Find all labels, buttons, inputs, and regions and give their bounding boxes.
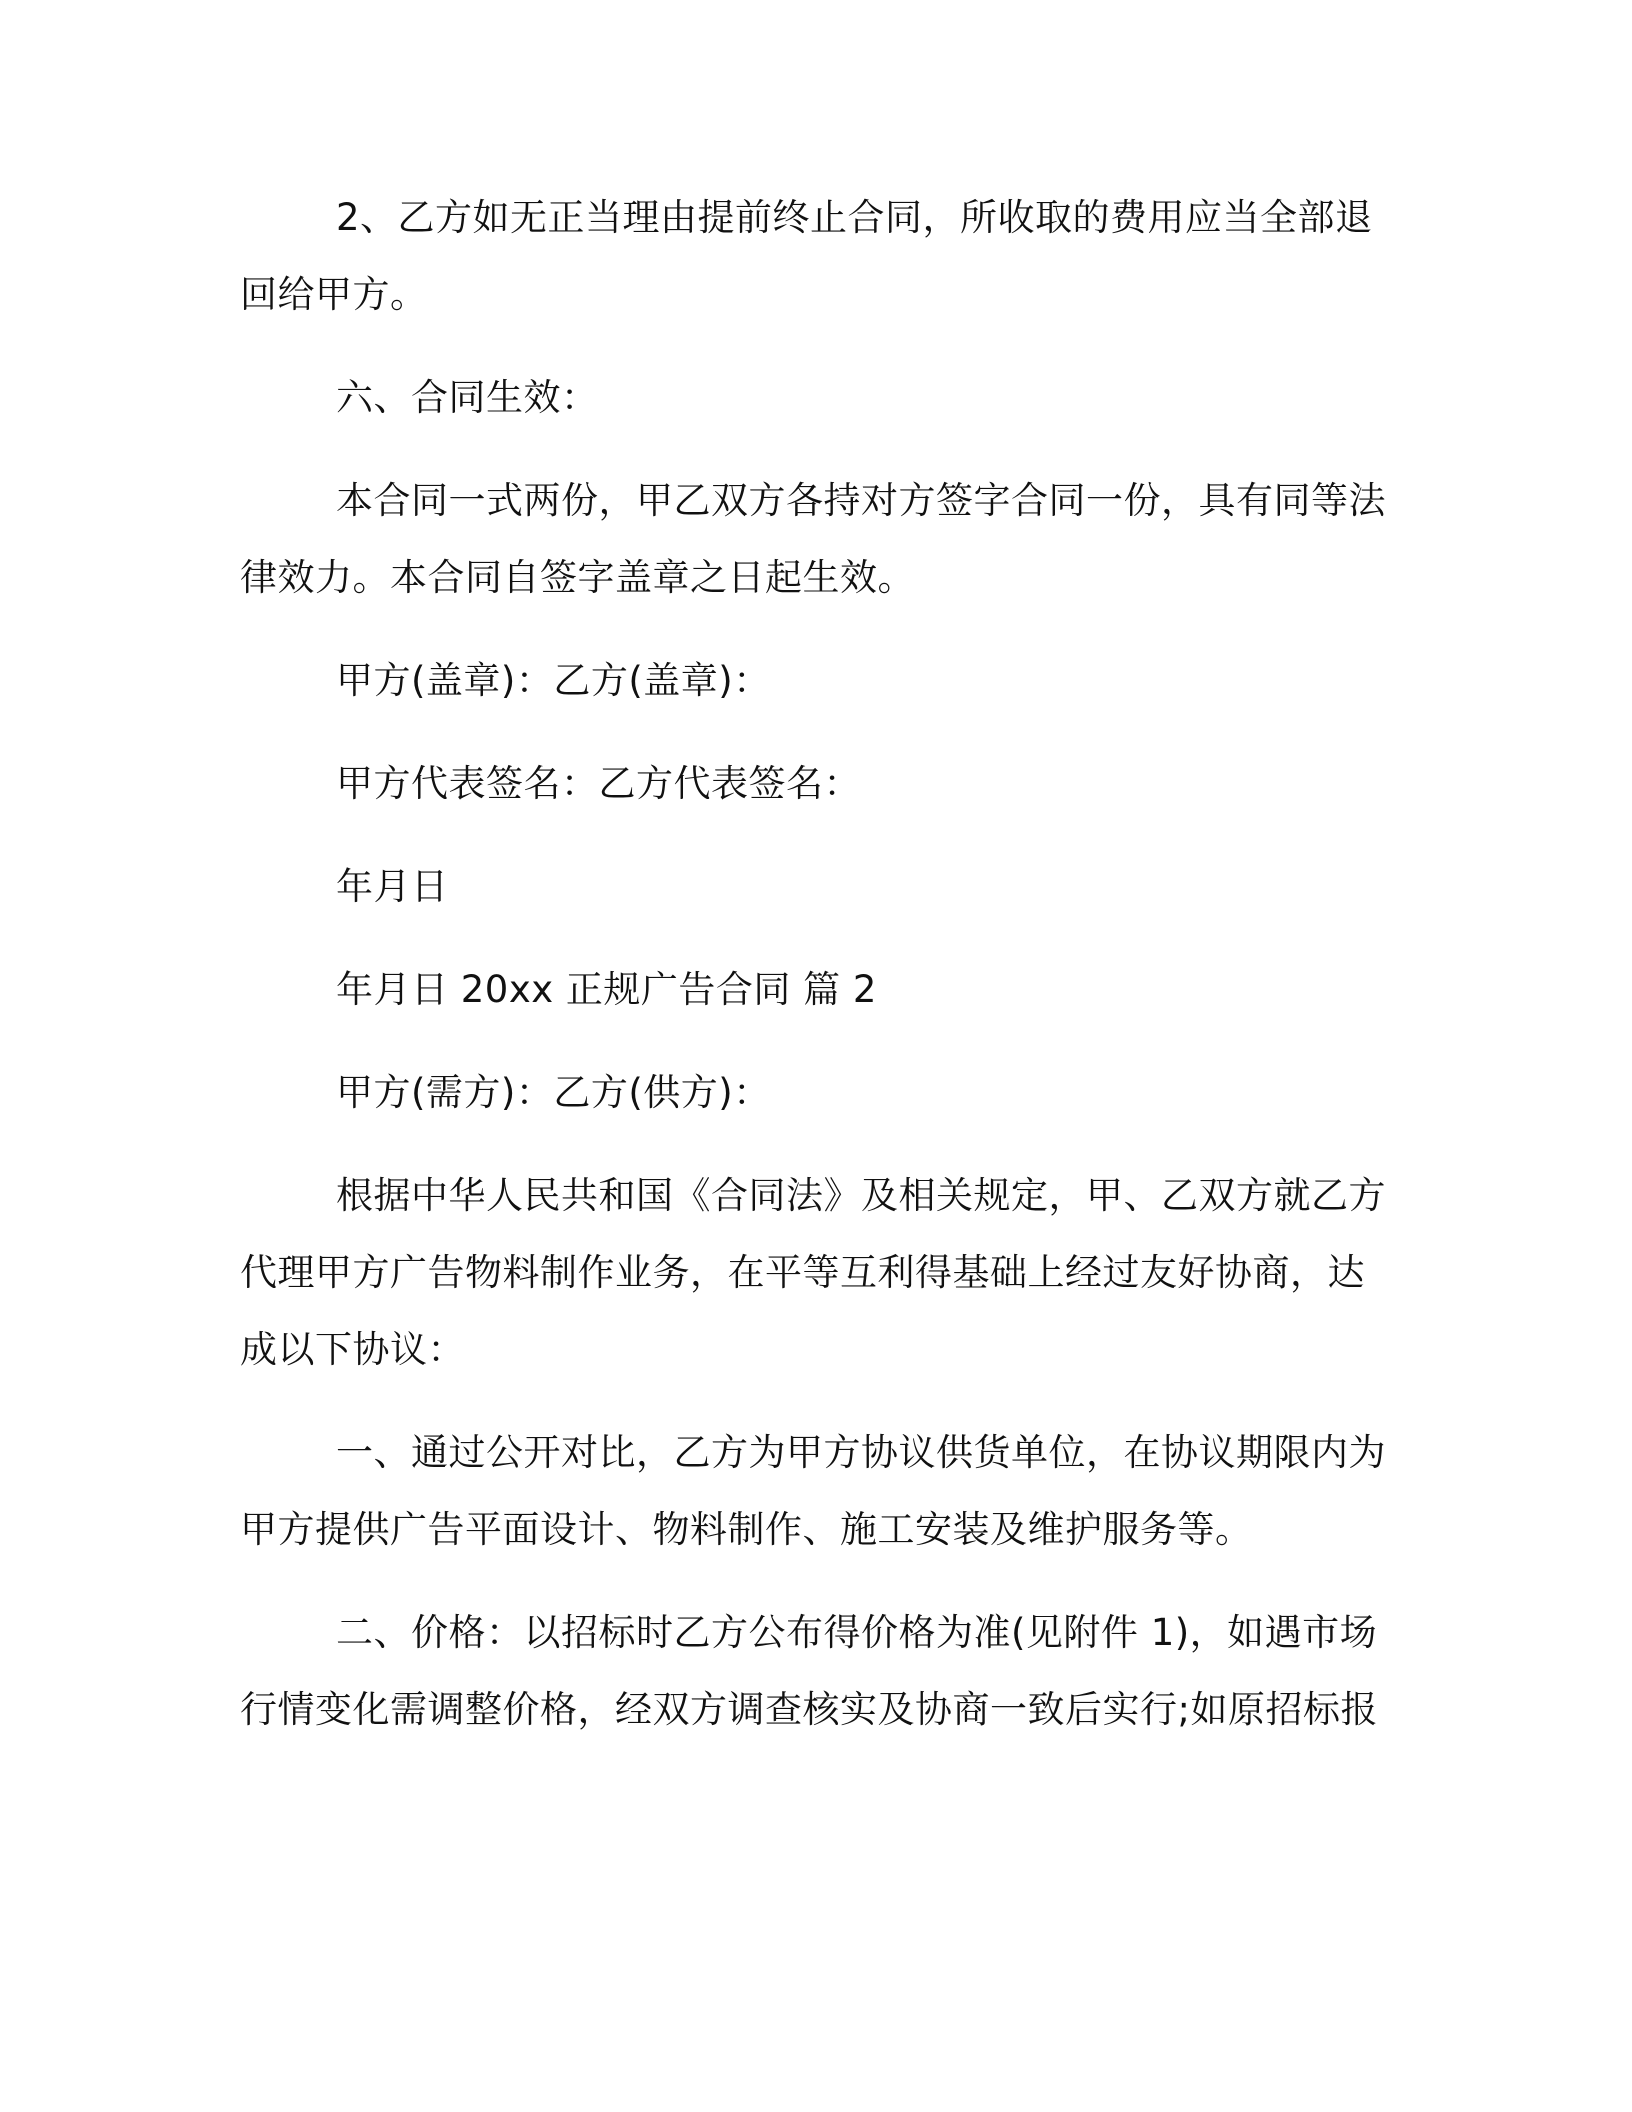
text-line: 行情变化需调整价格，经双方调查核实及协商一致后实行;如原招标报 xyxy=(240,1688,1378,1731)
text-line: 甲方提供广告平面设计、物料制作、施工安装及维护服务等。 xyxy=(240,1508,1253,1551)
text-line: 一、通过公开对比，乙方为甲方协议供货单位，在协议期限内为 xyxy=(336,1431,1386,1474)
text-line: 本合同一式两份，甲乙双方各持对方签字合同一份，具有同等法 xyxy=(336,479,1386,522)
text-line: 回给甲方。 xyxy=(240,273,428,316)
date-line: 年月日 xyxy=(336,865,449,908)
text-line: 律效力。本合同自签字盖章之日起生效。 xyxy=(240,556,915,599)
text-line: 2、乙方如无正当理由提前终止合同，所收取的费用应当全部退 xyxy=(336,196,1373,239)
section-title: 年月日 20xx 正规广告合同 篇 2 xyxy=(336,968,877,1011)
text-line: 代理甲方广告物料制作业务，在平等互利得基础上经过友好协商，达 xyxy=(240,1251,1365,1294)
signature-name-line: 甲方代表签名：乙方代表签名： xyxy=(336,762,861,805)
text-line: 根据中华人民共和国《合同法》及相关规定，甲、乙双方就乙方 xyxy=(336,1174,1386,1217)
signature-seal-line: 甲方(盖章)：乙方(盖章)： xyxy=(336,659,771,702)
parties-line: 甲方(需方)：乙方(供方)： xyxy=(336,1071,771,1114)
text-line: 二、价格：以招标时乙方公布得价格为准(见附件 1)，如遇市场 xyxy=(336,1611,1378,1654)
text-line: 成以下协议： xyxy=(240,1328,465,1371)
section-heading: 六、合同生效： xyxy=(336,376,599,419)
